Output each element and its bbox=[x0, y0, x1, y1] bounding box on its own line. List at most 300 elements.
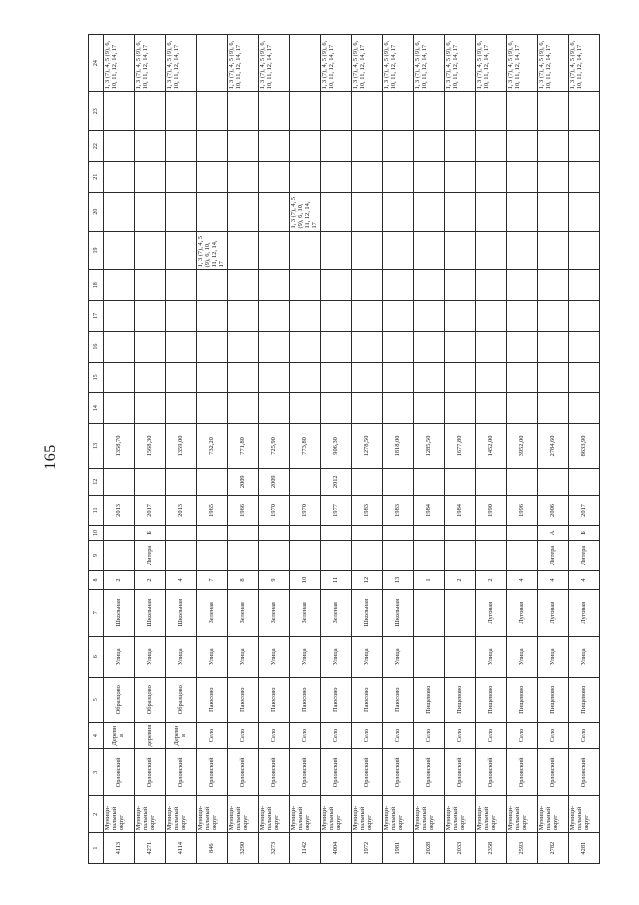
table-cell: 4114 bbox=[166, 833, 197, 864]
column-header: 14 bbox=[89, 393, 104, 424]
table-cell: 2009 bbox=[259, 468, 290, 495]
table-cell: 2013 bbox=[104, 495, 135, 526]
table-cell: 1983 bbox=[383, 495, 414, 526]
table-cell bbox=[352, 161, 383, 192]
column-header: 24 bbox=[89, 35, 104, 92]
table-cell bbox=[290, 331, 321, 362]
table-cell: 1, 3 (7), 4, 5 (9), 6, 10, 11, 12, 14, 17 bbox=[414, 35, 445, 92]
table-cell: Орловский bbox=[445, 749, 476, 796]
table-row bbox=[197, 35, 228, 864]
table-cell bbox=[197, 131, 228, 162]
column-header: 2 bbox=[89, 796, 104, 833]
table-cell: Муници-пальный округ bbox=[290, 796, 321, 833]
table-cell bbox=[476, 393, 507, 424]
table-cell bbox=[166, 270, 197, 301]
table-cell bbox=[197, 92, 228, 131]
table-cell: Деревня bbox=[104, 722, 135, 749]
table-cell bbox=[569, 301, 600, 332]
table-cell bbox=[414, 161, 445, 192]
table-cell: Пищевово bbox=[476, 677, 507, 722]
table-cell bbox=[352, 526, 383, 540]
table-cell: 725,90 bbox=[259, 423, 290, 468]
table-cell: Село bbox=[538, 722, 569, 749]
table-cell: Образцово bbox=[166, 677, 197, 722]
table-row bbox=[321, 35, 352, 864]
table-cell bbox=[166, 231, 197, 270]
table-cell: Паюсово bbox=[290, 677, 321, 722]
table-cell: Луговая bbox=[476, 589, 507, 636]
table-cell bbox=[321, 192, 352, 231]
table-cell: 2358 bbox=[476, 833, 507, 864]
table-cell: 1, 3 (7), 4, 5 (9), 6, 10, 11, 12, 14, 17 bbox=[352, 35, 383, 92]
column-header: 17 bbox=[89, 301, 104, 332]
table-cell bbox=[290, 362, 321, 393]
table-cell: Школьная bbox=[104, 589, 135, 636]
table-cell: Пищевово bbox=[414, 677, 445, 722]
table-cell bbox=[228, 192, 259, 231]
table-cell: Муници-пальный округ bbox=[569, 796, 600, 833]
table-cell: Улица bbox=[197, 636, 228, 677]
table-cell bbox=[569, 131, 600, 162]
table-cell: Орловский bbox=[538, 749, 569, 796]
table-body bbox=[104, 35, 600, 864]
table-cell bbox=[197, 270, 228, 301]
table-cell: Орловский bbox=[228, 749, 259, 796]
table-cell: 1, 3 (7), 4, 5 (9), 6, 10, 11, 12, 14, 17 bbox=[104, 35, 135, 92]
table-cell: 2006 bbox=[538, 495, 569, 526]
table-cell bbox=[352, 362, 383, 393]
table-cell bbox=[259, 526, 290, 540]
table-cell bbox=[507, 393, 538, 424]
table-cell: 2013 bbox=[166, 495, 197, 526]
table-cell: Муници-пальный округ bbox=[476, 796, 507, 833]
table-cell: 1568,30 bbox=[135, 423, 166, 468]
data-table bbox=[88, 34, 600, 864]
table-cell bbox=[383, 131, 414, 162]
table-cell bbox=[414, 589, 445, 636]
table-cell bbox=[352, 393, 383, 424]
table-cell bbox=[228, 161, 259, 192]
table-cell bbox=[290, 131, 321, 162]
table-cell bbox=[352, 468, 383, 495]
table-cell bbox=[445, 161, 476, 192]
table-cell bbox=[538, 362, 569, 393]
table-cell bbox=[507, 526, 538, 540]
table-cell: 1359,00 bbox=[166, 423, 197, 468]
document-table-area bbox=[88, 34, 600, 864]
column-header: 4 bbox=[89, 722, 104, 749]
table-cell bbox=[507, 540, 538, 571]
table-cell: Село bbox=[414, 722, 445, 749]
table-cell bbox=[445, 192, 476, 231]
table-cell: Улица bbox=[135, 636, 166, 677]
table-cell bbox=[259, 270, 290, 301]
table-cell: 1983 bbox=[352, 495, 383, 526]
table-cell bbox=[383, 540, 414, 571]
table-cell bbox=[259, 192, 290, 231]
table-cell bbox=[104, 161, 135, 192]
table-cell bbox=[321, 161, 352, 192]
table-cell: 11 bbox=[321, 571, 352, 589]
table-cell bbox=[321, 231, 352, 270]
table-cell: 1818,00 bbox=[383, 423, 414, 468]
table-cell bbox=[352, 540, 383, 571]
table-row bbox=[104, 35, 135, 864]
table-cell bbox=[476, 331, 507, 362]
table-cell bbox=[197, 331, 228, 362]
table-cell bbox=[135, 161, 166, 192]
table-cell: Село bbox=[445, 722, 476, 749]
table-cell bbox=[414, 92, 445, 131]
table-cell: Орловский bbox=[321, 749, 352, 796]
table-cell: Луговая bbox=[569, 589, 600, 636]
table-cell: Орловский bbox=[476, 749, 507, 796]
table-cell bbox=[414, 131, 445, 162]
table-cell bbox=[352, 131, 383, 162]
column-header: 20 bbox=[89, 192, 104, 231]
table-cell: Орловский bbox=[414, 749, 445, 796]
table-cell: 2009 bbox=[228, 468, 259, 495]
table-cell: Пищевово bbox=[569, 677, 600, 722]
table-cell: Село bbox=[507, 722, 538, 749]
table-cell bbox=[383, 231, 414, 270]
table-cell bbox=[228, 92, 259, 131]
table-cell: 1, 3 (7), 4, 5 (9), 6, 10, 11, 12, 14, 17 bbox=[197, 231, 228, 270]
table-cell bbox=[321, 540, 352, 571]
column-header: 23 bbox=[89, 92, 104, 131]
table-cell: Луговая bbox=[538, 589, 569, 636]
table-cell: Орловский bbox=[166, 749, 197, 796]
table-cell: Улица bbox=[104, 636, 135, 677]
table-cell bbox=[445, 589, 476, 636]
table-cell bbox=[166, 161, 197, 192]
table-cell: 1, 3 (7), 4, 5 (9), 6, 10, 11, 12, 14, 17 bbox=[476, 35, 507, 92]
table-cell: 4271 bbox=[135, 833, 166, 864]
table-cell: 732,20 bbox=[197, 423, 228, 468]
table-cell bbox=[228, 393, 259, 424]
table-cell: Зеленая bbox=[321, 589, 352, 636]
table-cell bbox=[445, 468, 476, 495]
table-cell bbox=[104, 92, 135, 131]
table-cell bbox=[538, 92, 569, 131]
table-cell bbox=[259, 393, 290, 424]
table-cell bbox=[476, 301, 507, 332]
table-cell bbox=[228, 526, 259, 540]
table-cell: А bbox=[538, 526, 569, 540]
table-cell: 771,80 bbox=[228, 423, 259, 468]
table-cell: Паюсово bbox=[383, 677, 414, 722]
table-cell: Муници-пальный округ bbox=[445, 796, 476, 833]
table-cell bbox=[383, 331, 414, 362]
table-cell bbox=[321, 270, 352, 301]
rotated-table-container bbox=[88, 34, 600, 864]
table-cell: деревня bbox=[135, 722, 166, 749]
table-cell bbox=[259, 362, 290, 393]
table-cell bbox=[352, 92, 383, 131]
table-cell: 2 bbox=[135, 571, 166, 589]
table-cell bbox=[104, 468, 135, 495]
table-cell bbox=[507, 362, 538, 393]
table-cell bbox=[352, 192, 383, 231]
table-cell bbox=[104, 301, 135, 332]
table-cell bbox=[104, 231, 135, 270]
table-cell bbox=[135, 393, 166, 424]
table-cell bbox=[569, 192, 600, 231]
table-cell: 2782 bbox=[538, 833, 569, 864]
table-cell: 1, 3 (7), 4, 5 (9), 6, 10, 11, 12, 14, 17 bbox=[445, 35, 476, 92]
table-cell: 846 bbox=[197, 833, 228, 864]
table-cell: 1, 3 (7), 4, 5 (9), 6, 10, 11, 12, 14, 17 bbox=[569, 35, 600, 92]
table-cell bbox=[414, 468, 445, 495]
column-header: 1 bbox=[89, 833, 104, 864]
table-cell bbox=[414, 636, 445, 677]
table-cell bbox=[166, 331, 197, 362]
table-cell bbox=[166, 393, 197, 424]
table-cell: 1966 bbox=[228, 495, 259, 526]
table-cell: Орловский bbox=[259, 749, 290, 796]
table-cell: Орловский bbox=[104, 749, 135, 796]
table-cell: 906,30 bbox=[321, 423, 352, 468]
table-cell bbox=[383, 468, 414, 495]
table-cell bbox=[383, 270, 414, 301]
table-row bbox=[228, 35, 259, 864]
table-cell bbox=[445, 270, 476, 301]
table-cell bbox=[135, 362, 166, 393]
table-cell: Деревня bbox=[166, 722, 197, 749]
table-cell bbox=[166, 92, 197, 131]
table-row bbox=[507, 35, 538, 864]
table-cell bbox=[383, 526, 414, 540]
table-cell: 1, 3 (7), 4, 5 (9), 6, 10, 11, 12, 14, 17 bbox=[228, 35, 259, 92]
table-cell: Б bbox=[569, 526, 600, 540]
table-cell bbox=[538, 270, 569, 301]
table-cell bbox=[445, 393, 476, 424]
table-cell bbox=[507, 92, 538, 131]
table-cell: Муници-пальный округ bbox=[352, 796, 383, 833]
table-cell bbox=[290, 526, 321, 540]
table-cell bbox=[166, 526, 197, 540]
table-cell bbox=[166, 540, 197, 571]
table-cell bbox=[135, 331, 166, 362]
table-cell: Село bbox=[383, 722, 414, 749]
table-cell: Улица bbox=[352, 636, 383, 677]
table-cell: Муници-пальный округ bbox=[414, 796, 445, 833]
table-cell: Улица bbox=[290, 636, 321, 677]
table-cell bbox=[135, 301, 166, 332]
table-cell bbox=[104, 270, 135, 301]
table-cell: Паюсово bbox=[197, 677, 228, 722]
table-cell: 1996 bbox=[507, 495, 538, 526]
table-cell bbox=[321, 131, 352, 162]
table-cell: Муници-пальный округ bbox=[197, 796, 228, 833]
table-cell: Зеленая bbox=[259, 589, 290, 636]
table-cell bbox=[507, 301, 538, 332]
column-header: 16 bbox=[89, 331, 104, 362]
table-row bbox=[166, 35, 197, 864]
table-row bbox=[445, 35, 476, 864]
page-number: 165 bbox=[41, 444, 59, 470]
table-cell bbox=[569, 231, 600, 270]
table-cell: Орловский bbox=[352, 749, 383, 796]
table-cell bbox=[538, 131, 569, 162]
table-cell bbox=[569, 270, 600, 301]
table-cell: 9 bbox=[259, 571, 290, 589]
table-cell bbox=[104, 362, 135, 393]
column-header: 7 bbox=[89, 589, 104, 636]
table-cell: Орловский bbox=[197, 749, 228, 796]
table-cell bbox=[321, 362, 352, 393]
table-cell: 2017 bbox=[569, 495, 600, 526]
table-cell bbox=[259, 540, 290, 571]
table-row bbox=[352, 35, 383, 864]
table-cell bbox=[228, 362, 259, 393]
table-cell: 12 bbox=[352, 571, 383, 589]
table-cell bbox=[321, 331, 352, 362]
column-header: 18 bbox=[89, 270, 104, 301]
table-cell bbox=[414, 331, 445, 362]
table-cell: 3952,00 bbox=[507, 423, 538, 468]
table-cell: 1452,00 bbox=[476, 423, 507, 468]
table-cell: Литера bbox=[135, 540, 166, 571]
table-cell: 1, 3 (7), 4, 5 (9), 6, 10, 11, 12, 14, 17 bbox=[290, 192, 321, 231]
table-cell: Село bbox=[259, 722, 290, 749]
table-cell: 1278,50 bbox=[352, 423, 383, 468]
table-cell bbox=[228, 301, 259, 332]
table-cell: Муници-пальный округ bbox=[104, 796, 135, 833]
table-cell: 1, 3 (7), 4, 5 (9), 6, 10, 11, 12, 14, 17 bbox=[538, 35, 569, 92]
column-header: 19 bbox=[89, 231, 104, 270]
table-cell: Пищевово bbox=[538, 677, 569, 722]
table-row bbox=[135, 35, 166, 864]
table-cell: Муници-пальный округ bbox=[507, 796, 538, 833]
table-cell: 4004 bbox=[321, 833, 352, 864]
column-header: 13 bbox=[89, 423, 104, 468]
table-cell: Улица bbox=[321, 636, 352, 677]
table-cell bbox=[104, 393, 135, 424]
table-cell: Муници-пальный округ bbox=[135, 796, 166, 833]
table-cell bbox=[259, 231, 290, 270]
table-cell: Луговая bbox=[507, 589, 538, 636]
table-cell bbox=[538, 468, 569, 495]
table-cell: Село bbox=[321, 722, 352, 749]
table-cell bbox=[569, 393, 600, 424]
table-cell: 3290 bbox=[228, 833, 259, 864]
table-cell: 773,80 bbox=[290, 423, 321, 468]
table-cell bbox=[197, 362, 228, 393]
table-row bbox=[290, 35, 321, 864]
table-cell: 1977 bbox=[321, 495, 352, 526]
table-cell bbox=[352, 231, 383, 270]
table-cell bbox=[135, 468, 166, 495]
table-cell: Орловский bbox=[569, 749, 600, 796]
table-cell bbox=[476, 270, 507, 301]
table-cell: 13 bbox=[383, 571, 414, 589]
table-cell bbox=[445, 301, 476, 332]
column-header: 11 bbox=[89, 495, 104, 526]
table-cell: 4 bbox=[166, 571, 197, 589]
table-cell: Школьная bbox=[135, 589, 166, 636]
table-cell: Улица bbox=[476, 636, 507, 677]
table-cell: Село bbox=[197, 722, 228, 749]
table-cell: 4 bbox=[569, 571, 600, 589]
table-cell: Паюсово bbox=[352, 677, 383, 722]
table-cell bbox=[290, 231, 321, 270]
table-cell bbox=[135, 92, 166, 131]
table-cell bbox=[476, 92, 507, 131]
table-cell bbox=[569, 468, 600, 495]
table-cell: Зеленая bbox=[197, 589, 228, 636]
table-cell: 4 bbox=[507, 571, 538, 589]
table-cell bbox=[445, 362, 476, 393]
column-header: 6 bbox=[89, 636, 104, 677]
table-cell bbox=[228, 331, 259, 362]
table-cell: Улица bbox=[228, 636, 259, 677]
table-cell bbox=[197, 393, 228, 424]
table-cell bbox=[259, 161, 290, 192]
table-row bbox=[569, 35, 600, 864]
table-cell: 2012 bbox=[321, 468, 352, 495]
table-cell: 1970 bbox=[259, 495, 290, 526]
table-cell bbox=[228, 131, 259, 162]
table-cell bbox=[507, 331, 538, 362]
table-cell: Школьная bbox=[166, 589, 197, 636]
table-cell: 1970 bbox=[290, 495, 321, 526]
table-cell bbox=[414, 270, 445, 301]
table-cell: 2 bbox=[445, 571, 476, 589]
table-cell bbox=[507, 231, 538, 270]
table-cell bbox=[290, 35, 321, 92]
table-cell: Школьная bbox=[352, 589, 383, 636]
table-cell: Орловский bbox=[383, 749, 414, 796]
table-cell bbox=[352, 301, 383, 332]
table-cell: Школьная bbox=[383, 589, 414, 636]
table-cell bbox=[290, 468, 321, 495]
table-cell: Муници-пальный округ bbox=[166, 796, 197, 833]
table-cell bbox=[414, 540, 445, 571]
table-cell: 1, 3 (7), 4, 5 (9), 6, 10, 11, 12, 14, 17 bbox=[507, 35, 538, 92]
table-cell: Улица bbox=[569, 636, 600, 677]
table-cell: Муници-пальный округ bbox=[383, 796, 414, 833]
table-cell: Литера bbox=[569, 540, 600, 571]
column-header: 3 bbox=[89, 749, 104, 796]
table-cell bbox=[197, 192, 228, 231]
table-cell bbox=[104, 540, 135, 571]
table-cell bbox=[538, 331, 569, 362]
table-cell: 2 bbox=[476, 571, 507, 589]
table-cell: 1965 bbox=[197, 495, 228, 526]
table-cell: Пищевово bbox=[507, 677, 538, 722]
table-cell bbox=[166, 468, 197, 495]
table-cell bbox=[414, 231, 445, 270]
table-cell bbox=[476, 231, 507, 270]
column-header: 22 bbox=[89, 131, 104, 162]
table-cell bbox=[507, 468, 538, 495]
table-cell bbox=[166, 192, 197, 231]
table-row bbox=[414, 35, 445, 864]
table-cell: Образцово bbox=[135, 677, 166, 722]
table-cell: Муници-пальный округ bbox=[228, 796, 259, 833]
table-cell: 2017 bbox=[135, 495, 166, 526]
table-cell bbox=[290, 270, 321, 301]
table-cell bbox=[197, 35, 228, 92]
table-cell: 2593 bbox=[507, 833, 538, 864]
table-cell: Муници-пальный округ bbox=[259, 796, 290, 833]
table-row bbox=[476, 35, 507, 864]
table-cell bbox=[259, 131, 290, 162]
table-cell bbox=[538, 161, 569, 192]
table-cell: Село bbox=[352, 722, 383, 749]
column-header: 9 bbox=[89, 540, 104, 571]
